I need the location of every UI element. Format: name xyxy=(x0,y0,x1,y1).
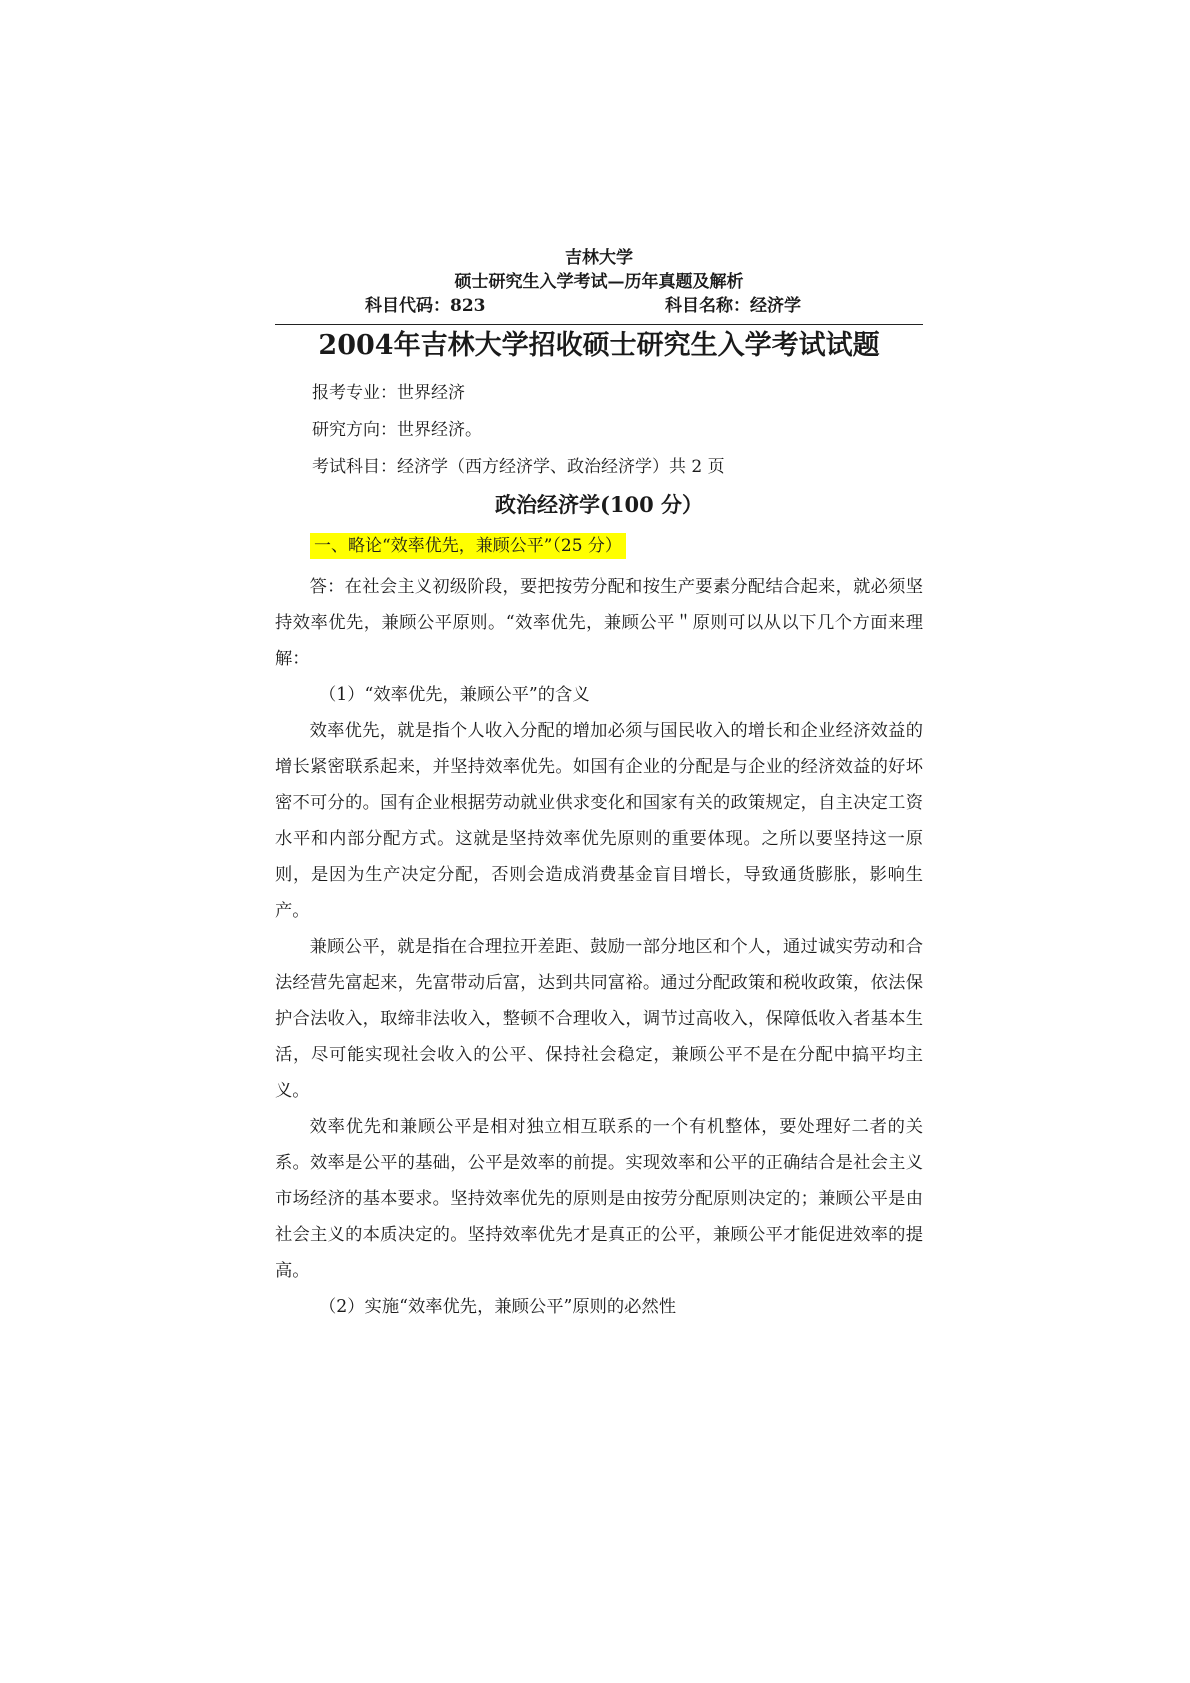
paragraph-fairness: 兼顾公平，就是指在合理拉开差距、鼓励一部分地区和个人，通过诚实劳动和合法经营先富起来，先富带动后富，达到共同富裕。通过分配政策和税收政策，依法保护合法收入，取缔非法收入，整顿不合理收入，调节过高收入，保障低收入者基本生活，尽可能实现社会收入的公平、保持社会稳定，兼顾公平不是在分配中搞平均主义。 xyxy=(275,937,923,1101)
subject-name: 科目名称：经济学 xyxy=(665,296,801,316)
document-header xyxy=(275,246,923,318)
header-subject-line xyxy=(275,294,923,318)
exam-title: 2004年吉林大学招收硕士研究生入学考试试题 xyxy=(318,330,880,361)
question-heading-highlighted: 一、略论“效率优先，兼顾公平”（25 分） xyxy=(310,533,626,559)
meta-subject: 考试科目：经济学（西方经济学、政治经济学）共 2 页 xyxy=(312,457,725,477)
subsection-2-title: （2）实施“效率优先，兼顾公平”原则的必然性 xyxy=(319,1297,677,1317)
answer-body xyxy=(275,569,923,1325)
answer-intro: 答：在社会主义初级阶段，要把按劳分配和按生产要素分配结合起来，就必须坚持效率优先，兼顾公平原则。“效率优先，兼顾公平＂原则可以从以下几个方面来理解： xyxy=(275,577,923,669)
header-school: 吉林大学 xyxy=(565,248,633,268)
subject-code: 科目代码：823 xyxy=(365,296,486,316)
subsection-1-title: （1）“效率优先，兼顾公平”的含义 xyxy=(319,685,590,705)
paragraph-efficiency: 效率优先，就是指个人收入分配的增加必须与国民收入的增长和企业经济效益的增长紧密联系起来，并坚持效率优先。如国有企业的分配是与企业的经济效益的好坏密不可分的。国有企业根据劳动就业供求变化和国家有关的政策规定，自主决定工资水平和内部分配方式。这就是坚持效率优先原则的重要体现。之所以要坚持这一原则，是因为生产决定分配，否则会造成消费基金盲目增长，导致通货膨胀，影响生产。 xyxy=(275,721,923,921)
paragraph-relation: 效率优先和兼顾公平是相对独立相互联系的一个有机整体，要处理好二者的关系。效率是公平的基础，公平是效率的前提。实现效率和公平的正确结合是社会主义市场经济的基本要求。坚持效率优先的原则是由按劳分配原则决定的；兼顾公平是由社会主义的本质决定的。坚持效率优先才是真正的公平，兼顾公平才能促进效率的提高。 xyxy=(275,1117,923,1281)
meta-major: 报考专业：世界经济 xyxy=(312,383,465,403)
meta-direction: 研究方向：世界经济。 xyxy=(312,420,482,440)
section-title: 政治经济学(100 分） xyxy=(494,492,704,517)
header-divider xyxy=(275,324,923,325)
header-series: 硕士研究生入学考试—历年真题及解析 xyxy=(454,272,744,292)
